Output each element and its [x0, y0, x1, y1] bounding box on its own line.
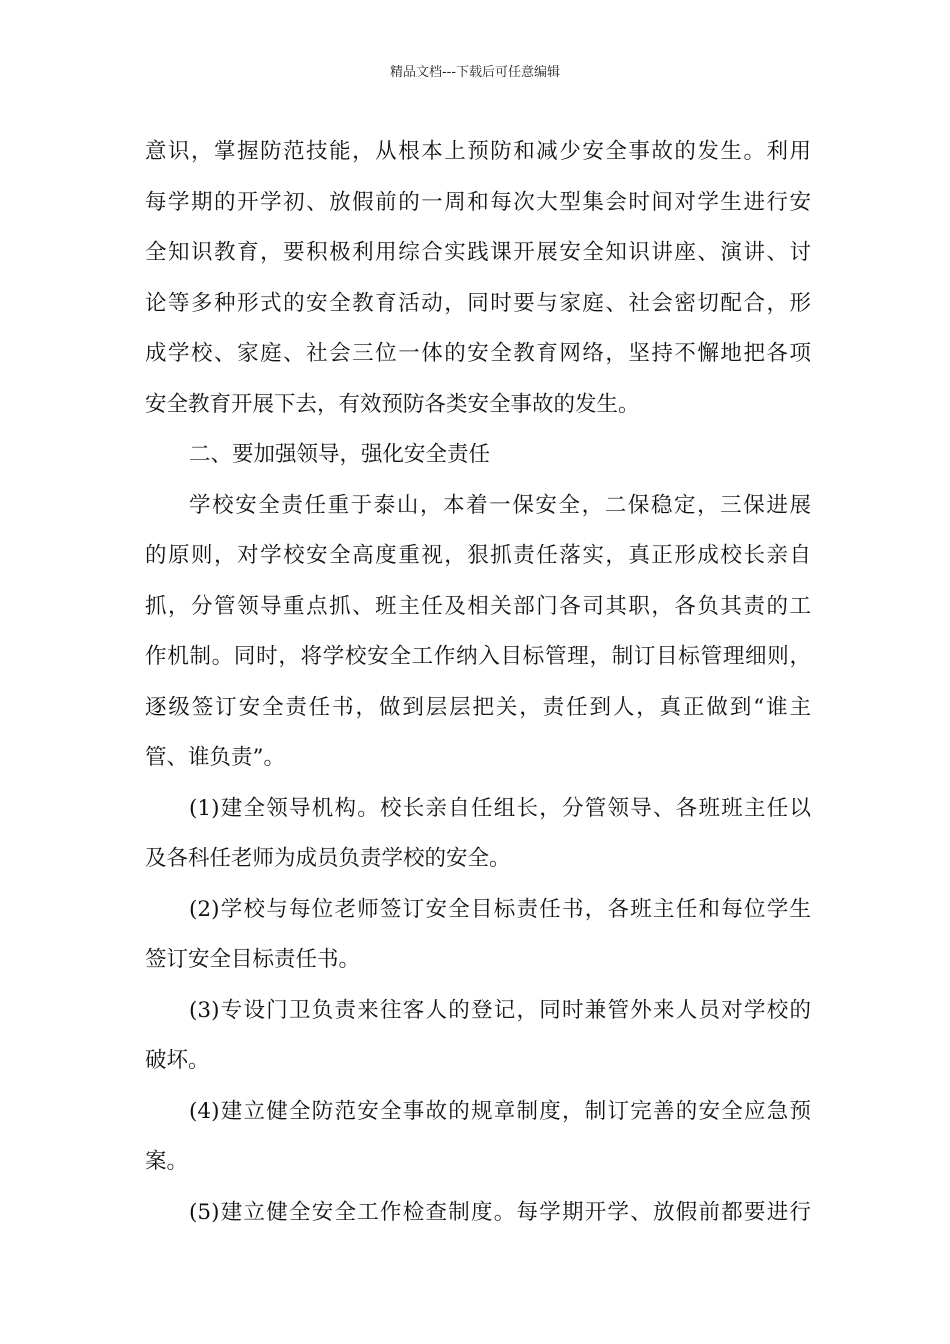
text-line: 及各科任老师为成员负责学校的安全。 [145, 846, 511, 871]
text-line: 论等多种形式的安全教育活动，同时要与家庭、社会密切配合，形 [145, 290, 811, 316]
text-line: 案。 [145, 1149, 189, 1174]
text-line: 签订安全目标责任书。 [145, 947, 361, 972]
text-line: (3)专设门卫负责来往客人的登记，同时兼管外来人员对学校的 [189, 997, 811, 1023]
text-line: 安全教育开展下去，有效预防各类安全事故的发生。 [145, 391, 640, 417]
text-line: (4)建立健全防范安全事故的规章制度，制订完善的安全应急预 [189, 1098, 811, 1124]
text-line: 二、要加强领导，强化安全责任 [189, 442, 491, 467]
text-line: 成学校、家庭、社会三位一体的安全教育网络，坚持不懈地把各项 [145, 341, 811, 366]
text-line: 破坏。 [145, 1048, 210, 1073]
page-header: 精品文档---下载后可任意编辑 [389, 65, 561, 80]
text-line: 全知识教育，要积极利用综合实践课开展安全知识讲座、演讲、讨 [145, 240, 811, 265]
text-line: (1)建全领导机构。校长亲自任组长，分管领导、各班班主任以 [189, 795, 811, 821]
text-line: 意识，掌握防范技能，从根本上预防和减少安全事故的发生。利用 [145, 139, 811, 164]
text-line: 学校安全责任重于泰山，本着一保安全，二保稳定，三保进展 [189, 492, 811, 518]
text-line: 管、谁负责”。 [145, 745, 285, 770]
text-line: 的原则，对学校安全高度重视，狠抓责任落实，真正形成校长亲自 [145, 543, 811, 568]
text-line: 逐级签订安全责任书，做到层层把关，责任到人，真正做到“谁主 [145, 694, 811, 720]
text-line: (2)学校与每位老师签订安全目标责任书，各班主任和每位学生 [189, 896, 811, 922]
text-line: 每学期的开学初、放假前的一周和每次大型集会时间对学生进行安 [145, 189, 811, 215]
text-line: (5)建立健全安全工作检查制度。每学期开学、放假前都要进行 [189, 1199, 811, 1225]
text-line: 抓，分管领导重点抓、班主任及相关部门各司其职，各负其责的工 [145, 593, 811, 619]
body-text [145, 131, 811, 1242]
text-line: 作机制。同时，将学校安全工作纳入目标管理，制订目标管理细则， [145, 644, 811, 669]
